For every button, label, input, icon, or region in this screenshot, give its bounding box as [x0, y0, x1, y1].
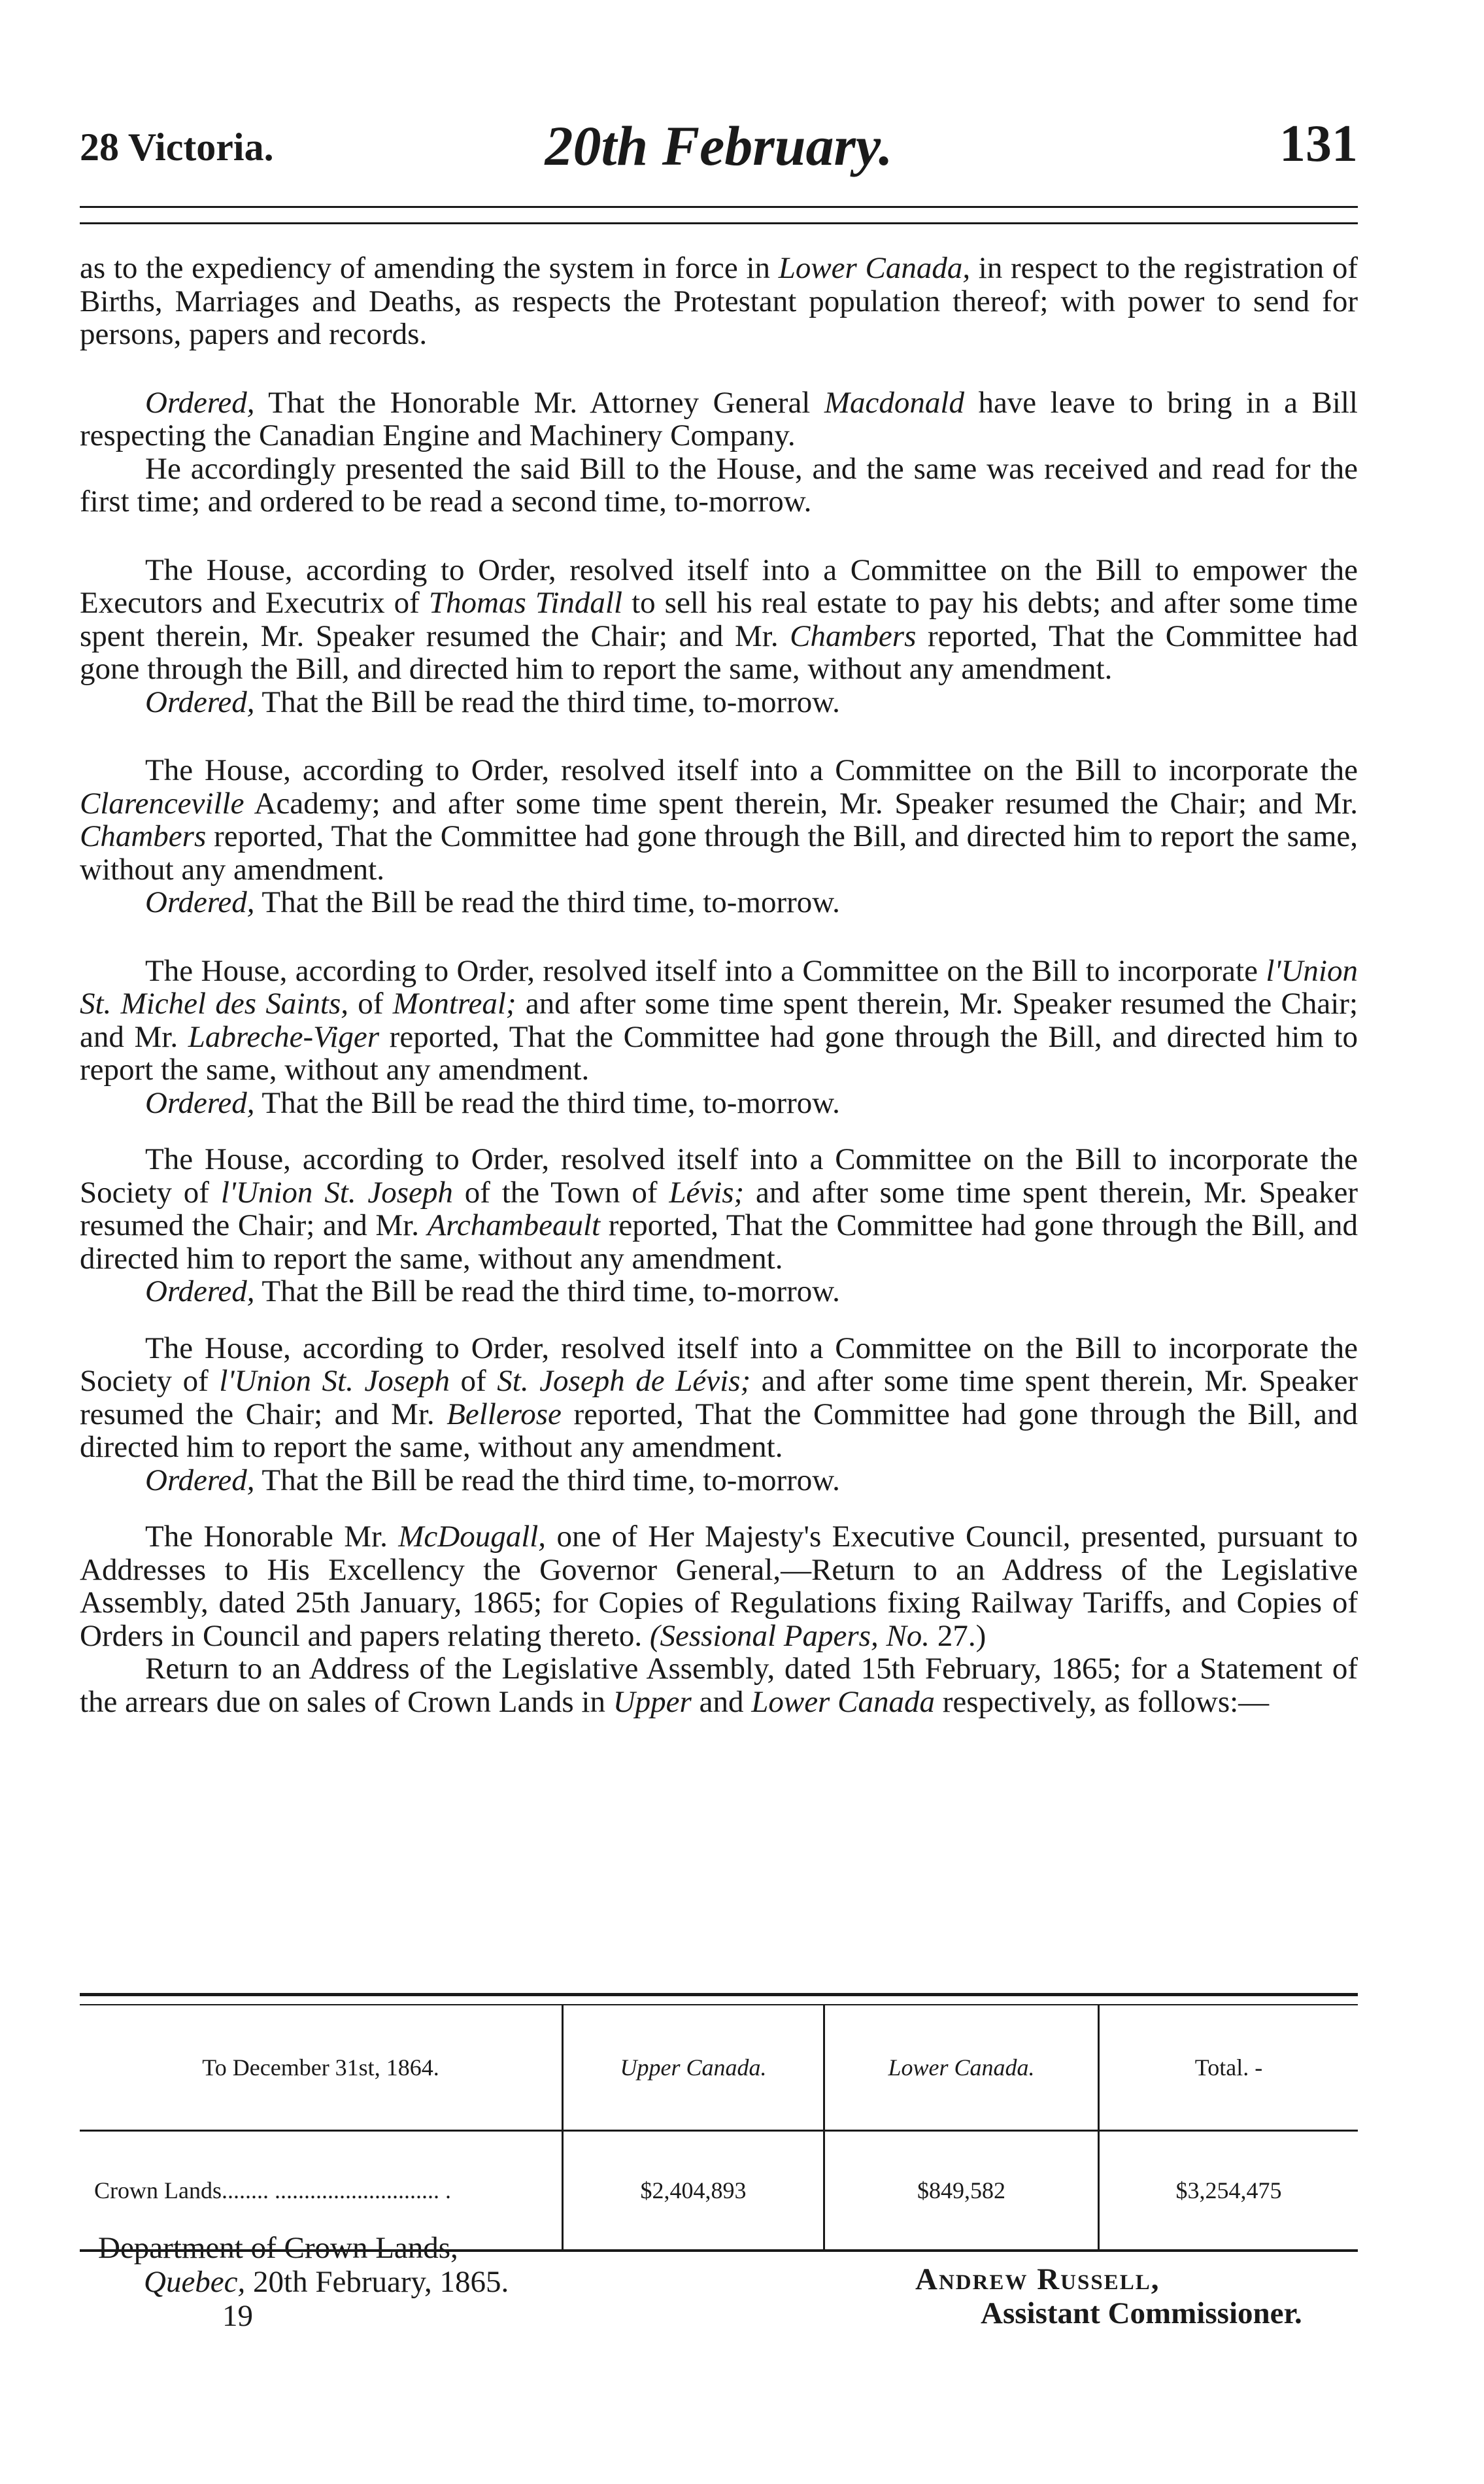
text-run: to sell his real estate to pay his debts; and after some time spent therein, Mr. Speaker resumed the Chair; and Mr. [80, 586, 1358, 653]
text-run: That the Bill be read the third time, to-morrow. [254, 1274, 840, 1308]
text-run: of [449, 1364, 497, 1398]
text-run: and after some time spent therein, Mr. Speaker resumed the Chair; and Mr. [80, 987, 1358, 1054]
italic-text: Ordered, [145, 1085, 255, 1120]
italic-text: Montreal; [392, 987, 516, 1021]
text-run: in respect to the registration of Births, Marriages and Deaths, as respects the Protestant population thereof; with power to send for persons, papers and records. [80, 251, 1358, 351]
paragraph-gap [80, 1308, 1358, 1332]
table-cell-upper-canada: $2,404,893 [564, 2132, 825, 2249]
italic-text: Ordered, [145, 1274, 255, 1308]
reference-number: 19 [222, 2299, 253, 2333]
paragraph [80, 955, 1358, 1087]
italic-text: Lower Canada [751, 1684, 935, 1719]
paragraph [80, 1652, 1358, 1718]
paragraph-gap [80, 1119, 1358, 1143]
running-head [80, 108, 1358, 186]
text-run: reported, That the Committee had gone through the Bill, and directed him to report the same, without any amendment. [80, 1397, 1358, 1464]
paragraph [80, 886, 1358, 919]
text-run: and [691, 1684, 752, 1719]
italic-text: Chambers [790, 619, 917, 653]
date: 20th February, 1865. [245, 2265, 509, 2299]
table-cell-total: $3,254,475 [1175, 2177, 1282, 2203]
text-run: The House, according to Order, resolved itself into a Committee on the Bill to empower the Executors and Executrix of [80, 553, 1358, 620]
page-number: 131 [1279, 115, 1358, 173]
text-run: The Honorable Mr. [145, 1520, 399, 1554]
text-run: have leave to bring in a Bill respecting the Canadian Engine and Machinery Company. [80, 385, 1358, 452]
paragraph-gap [80, 1497, 1358, 1520]
italic-text: l'Union St. Joseph [220, 1175, 453, 1210]
regnal-year: 28 Victoria. [80, 126, 274, 169]
table-header-row [80, 2005, 1358, 2132]
text-run: That the Honorable Mr. Attorney General [254, 385, 824, 420]
paragraph [80, 686, 1358, 719]
paragraph [80, 1520, 1358, 1652]
italic-text: Ordered, [145, 685, 255, 719]
text-run: and after some time spent therein, Mr. Speaker resumed the Chair; and Mr. [80, 1175, 1358, 1242]
text-run: reported, That the Committee had gone through the Bill, and directed him to report the same, without any amendment. [80, 819, 1358, 887]
place-date [98, 2265, 509, 2299]
text-run: reported, That the Committee had gone through the Bill, and directed him to report the same, without any amendment. [80, 619, 1358, 686]
arrears-table [80, 1993, 1358, 2252]
place: Quebec, [144, 2265, 246, 2299]
text-run: The House, according to Order, resolved itself into a Committee on the Bill to incorporate the Society of [80, 1331, 1358, 1398]
table-cell-lower-canada: $849,582 [825, 2132, 1100, 2249]
paragraph [80, 1275, 1358, 1308]
italic-text: l'Union St. Joseph [219, 1364, 450, 1398]
paragraph-gap [80, 519, 1358, 554]
text-run: Return to an Address of the Legislative Assembly, dated 15th February, 1865; for a Statement of the arrears due on sales of Crown Lands in [80, 1652, 1358, 1719]
text-run: reported, That the Committee had gone through the Bill, and directed him to report the same, without any amendment. [80, 1019, 1358, 1087]
table-header-upper-canada: Upper Canada. [564, 2005, 825, 2130]
text-run: That the Bill be read the third time, to-morrow. [254, 1085, 840, 1120]
paragraph [80, 1143, 1358, 1275]
journal-body [80, 252, 1358, 1718]
department-name: Department of Crown Lands, [98, 2231, 458, 2265]
page-date-heading: 20th February. [545, 114, 893, 177]
italic-text: Ordered, [145, 885, 255, 919]
department-block [98, 2231, 509, 2333]
italic-text: (Sessional Papers, No. [649, 1618, 930, 1653]
italic-text: Thomas Tindall [428, 586, 623, 620]
italic-text: Labreche-Viger [188, 1019, 380, 1054]
paragraph [80, 1087, 1358, 1120]
paragraph [80, 554, 1358, 686]
table-cell-label: Crown Lands........ ............................ . [80, 2132, 564, 2249]
paragraph [80, 252, 1358, 351]
paragraph [80, 1332, 1358, 1464]
italic-text: St. Joseph de Lévis; [497, 1364, 751, 1398]
text-run: of the Town of [452, 1175, 669, 1210]
paragraph [80, 754, 1358, 886]
italic-text: Bellerose [447, 1397, 562, 1431]
text-run: as to the expediency of amending the system in force in [80, 251, 779, 285]
italic-text: Clarenceville [80, 786, 245, 821]
text-run: The House, according to Order, resolved itself into a Committee on the Bill to incorporate the [145, 753, 1358, 787]
table-top-rule [80, 1993, 1358, 2005]
text-run: of [348, 987, 393, 1021]
signatory-name: Andrew Russell, [915, 2262, 1160, 2296]
signatory-title: Assistant Commissioner. [981, 2296, 1302, 2330]
italic-text: Macdonald [824, 385, 964, 420]
signatory-block [915, 2262, 1302, 2330]
italic-text: Ordered, [145, 385, 255, 420]
paragraph [80, 452, 1358, 519]
paragraph [80, 1464, 1358, 1497]
text-run: one of Her Majesty's Executive Council, presented, pursuant to Addresses to His Excellency the Governor General,—Return to an Address of the Legislative Assembly, dated 25th January, 1865; for Copies of Regulations fixing Railway Tariffs, and Copies of Orders in Council and papers relating thereto. [80, 1520, 1358, 1653]
italic-text: Upper [613, 1684, 692, 1719]
table-header-period: To December 31st, 1864. [80, 2005, 564, 2130]
paragraph-gap [80, 919, 1358, 955]
text-run: That the Bill be read the third time, to-morrow. [254, 1463, 840, 1497]
italic-text: l'Union St. Michel des Saints, [80, 953, 1358, 1021]
table-header-lower-canada: Lower Canada. [825, 2005, 1100, 2130]
italic-text: Lower Canada, [778, 251, 971, 285]
italic-text: Chambers [80, 819, 207, 853]
text-run: The House, according to Order, resolved itself into a Committee on the Bill to incorporate [145, 953, 1266, 988]
text-run: He accordingly presented the said Bill to the House, and the same was received and read for the first time; and ordered to be read a second time, to-morrow. [80, 451, 1358, 519]
italic-text: Lévis; [669, 1175, 745, 1210]
italic-text: Archambeault [427, 1208, 601, 1242]
header-double-rule [80, 206, 1358, 224]
italic-text: McDougall, [398, 1520, 547, 1554]
text-run: Academy; and after some time spent therein, Mr. Speaker resumed the Chair; and Mr. [244, 786, 1358, 821]
text-run: That the Bill be read the third time, to-morrow. [254, 885, 840, 919]
table-header-total: Total. - [1194, 2054, 1263, 2081]
text-run: and after some time spent therein, Mr. Speaker resumed the Chair; and Mr. [80, 1364, 1358, 1431]
paragraph-gap [80, 351, 1358, 386]
text-run: reported, That the Committee had gone through the Bill, and directed him to report the same, without any amendment. [80, 1208, 1358, 1276]
text-run: respectively, as follows:— [934, 1684, 1270, 1719]
paragraph [80, 386, 1358, 452]
paragraph-gap [80, 719, 1358, 754]
text-run: 27.) [930, 1618, 987, 1653]
text-run: The House, according to Order, resolved itself into a Committee on the Bill to incorporate the Society of [80, 1142, 1358, 1210]
italic-text: Ordered, [145, 1463, 255, 1497]
text-run: That the Bill be read the third time, to-morrow. [254, 685, 840, 719]
